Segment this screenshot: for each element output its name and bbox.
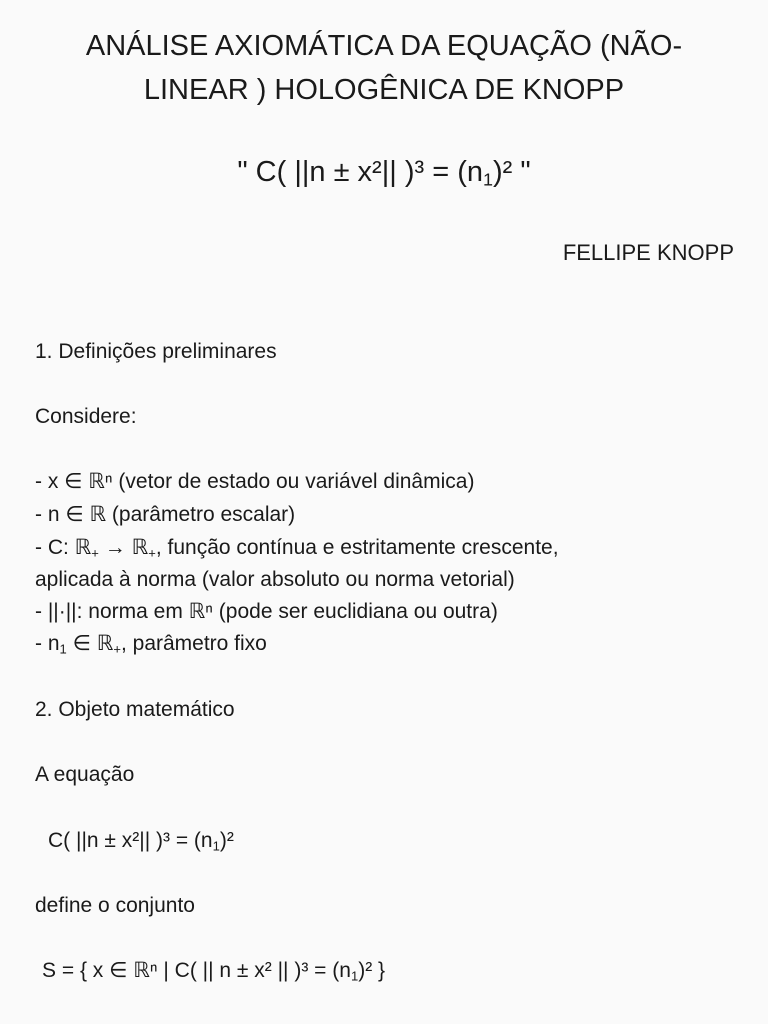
definition-item-5-part: - n xyxy=(35,632,60,655)
set-definition-subscript: 1 xyxy=(350,968,359,984)
title-equation-subscript: 1 xyxy=(483,169,493,190)
definition-item-5-subscript: 1 xyxy=(59,641,67,657)
title-equation-tail: )² " xyxy=(493,156,531,188)
main-equation-part: )² xyxy=(219,829,234,852)
definition-item-5 xyxy=(35,628,735,660)
author-name: FELLIPE KNOPP xyxy=(562,240,734,265)
title-line-1: ANÁLISE AXIOMÁTICA DA EQUAÇÃO (NÃO- xyxy=(85,30,683,62)
definition-item-3-subscript: + xyxy=(91,545,99,561)
section-2-intro: A equação xyxy=(35,763,135,786)
definition-item-5-subscript: + xyxy=(113,641,121,657)
definition-item-4: - ||·||: norma em ℝⁿ (pode ser euclidiana ou outra) xyxy=(35,600,498,623)
title-equation-main: " C( ||n ± x²|| )³ = (n xyxy=(237,156,483,188)
section-1-intro: Considere: xyxy=(35,405,137,428)
definition-item-3-part: → ℝ xyxy=(98,536,149,559)
definition-item-3-part: , função contínua e estritamente crescente, xyxy=(155,536,559,559)
title-equation xyxy=(30,152,738,192)
main-equation-part: C( ||n ± x²|| )³ = (n xyxy=(48,829,213,852)
definition-item-2: - n ∈ ℝ (parâmetro escalar) xyxy=(35,503,296,526)
set-definition-part: )² } xyxy=(358,959,386,982)
definition-item-1: - x ∈ ℝⁿ (vetor de estado ou variável dinâmica) xyxy=(35,470,475,493)
document-title xyxy=(30,24,738,112)
definition-item-5-part: ∈ ℝ xyxy=(66,632,114,655)
title-line-2: LINEAR ) HOLOGÊNICA DE KNOPP xyxy=(143,74,625,106)
main-equation-subscript: 1 xyxy=(212,838,220,854)
main-equation xyxy=(48,825,748,857)
set-definition-part: S = { x ∈ ℝⁿ | C( || n ± x² || )³ = (n xyxy=(42,959,351,982)
definition-item-3-part: - C: ℝ xyxy=(35,536,92,559)
section-1-heading: 1. Definições preliminares xyxy=(35,340,277,363)
section-2-heading: 2. Objeto matemático xyxy=(35,698,235,721)
definition-item-5-part: , parâmetro fixo xyxy=(120,632,267,655)
definition-item-3 xyxy=(35,532,735,564)
define-text: define o conjunto xyxy=(35,894,195,917)
set-definition xyxy=(42,955,742,987)
definition-item-3-subscript: + xyxy=(148,545,156,561)
definition-item-3-continued: aplicada à norma (valor absoluto ou norma vetorial) xyxy=(35,568,515,591)
